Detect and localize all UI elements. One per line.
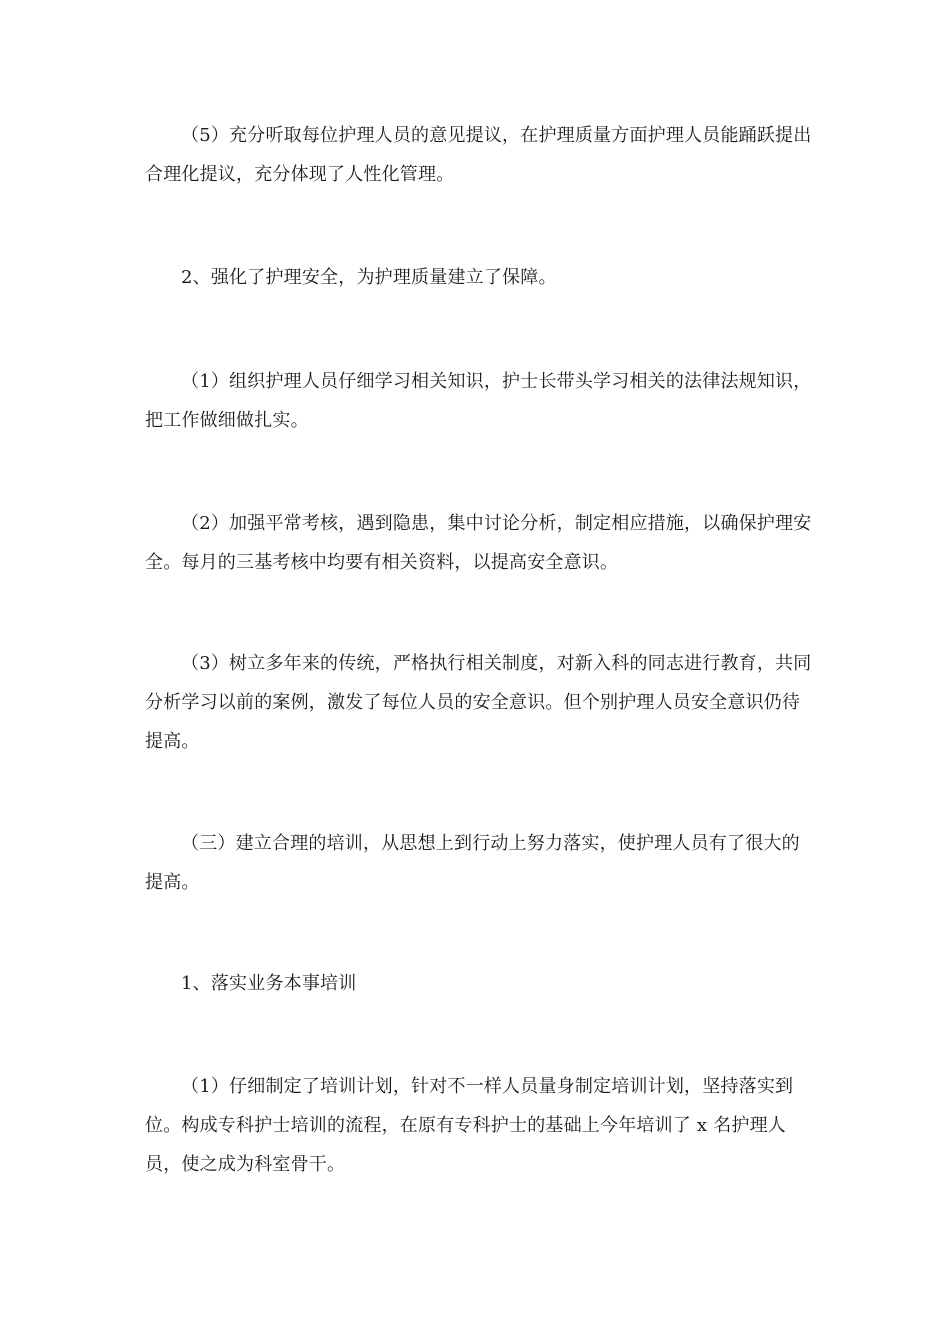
heading-nursing-safety: 2、强化了护理安全，为护理质量建立了保障。 <box>181 267 557 288</box>
paragraph-tradition-education: （3）树立多年来的传统，严格执行相关制度，对新入科的同志进行教育，共同分析学习以前的案例，激发了每位人员的安全意识。但个别护理人员安全意识仍待提高。 <box>145 653 812 752</box>
paragraph-study-knowledge: （1）组织护理人员仔细学习相关知识，护士长带头学习相关的法律法规知识，把工作做细做扎实。 <box>145 371 812 431</box>
paragraph-daily-assessment: （2）加强平常考核，遇到隐患，集中讨论分析，制定相应措施，以确保护理安全。每月的三基考核中均要有相关资料，以提高安全意识。 <box>145 513 812 573</box>
heading-skills-training: 1、落实业务本事培训 <box>181 973 357 994</box>
paragraph-feedback-suggestions: （5）充分听取每位护理人员的意见提议，在护理质量方面护理人员能踊跃提出合理化提议，充分体现了人性化管理。 <box>145 125 812 185</box>
paragraph-training-plan: （1）仔细制定了培训计划，针对不一样人员量身制定培训计划，坚持落实到位。构成专科护士培训的流程，在原有专科护士的基础上今年培训了 x 名护理人员，使之成为科室骨干。 <box>145 1076 794 1175</box>
heading-training-section: （三）建立合理的培训，从思想上到行动上努力落实，使护理人员有了很大的提高。 <box>145 833 800 893</box>
